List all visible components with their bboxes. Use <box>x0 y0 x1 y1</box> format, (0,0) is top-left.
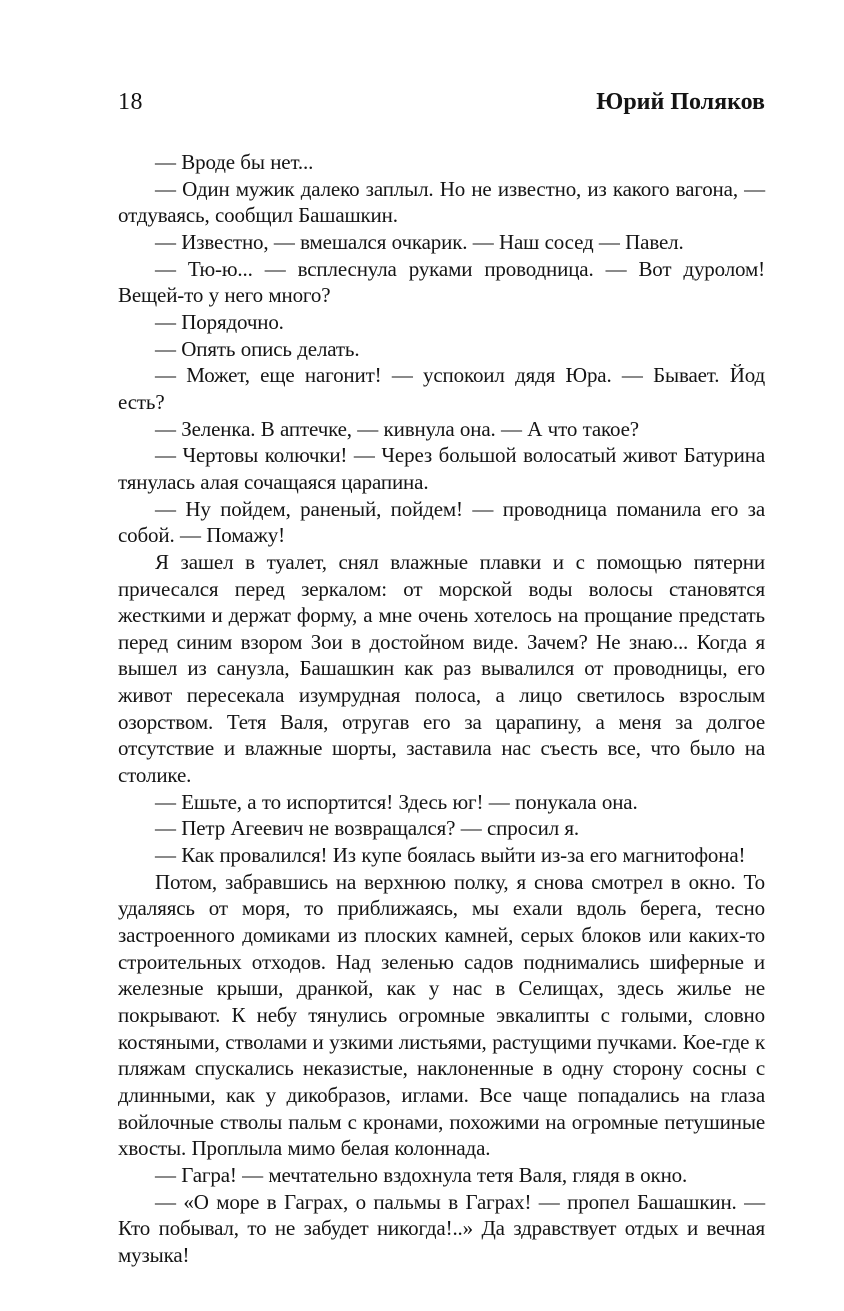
paragraph: — «О море в Гаграх, о пальмы в Гаграх! — пропел Башашкин. — Кто побывал, то не забудет никогда!..» Да здравствует отдых и вечная музыка! <box>118 1189 765 1267</box>
paragraph: Потом, забравшись на верхнюю полку, я снова смотрел в окно. То удаляясь от моря, то приближаясь, мы ехали вдоль берега, тесно застроенного домиками из плоских камней, серых блоков или каких-то строительных отходов. Над зеленью садов поднимались шиферные и железные крыши, дранкой, как у нас в Селищах, здесь жилье не покрывают. К небу тянулись огромные эвкалипты с голыми, словно костяными, стволами и узкими листьями, растущими пучками. Кое-где к пляжам спускались неказистые, наклоненные в одну сторону сосны с длинными, как у дикобразов, иглами. Все чаще попадались на глаза войлочные стволы пальм с кронами, похожими на огромные петушиные хвосты. Проплыла мимо белая колоннада. <box>118 869 765 1161</box>
running-header <box>118 88 765 116</box>
paragraph: — Тю-ю... — всплеснула руками проводница. — Вот дуролом! Вещей-то у него много? <box>118 256 765 308</box>
paragraph: — Порядочно. <box>155 309 284 334</box>
paragraph: Я зашел в туалет, снял влажные плавки и с помощью пятерни причесался перед зеркалом: от морской воды волосы становятся жесткими и держат форму, а мне очень хотелось на прощание предстать перед синим взором Зои в достойном виде. Зачем? Не знаю... Когда я вышел из санузла, Башашкин как раз вывалился от проводницы, его живот пересекала изумрудная полоса, а лицо светилось взрослым озорством. Тетя Валя, отругав его за царапину, а меня за долгое отсутствие и влажные шорты, заставила нас съесть все, что было на столике. <box>118 549 765 788</box>
running-title-author: Юрий Поляков <box>596 89 765 115</box>
paragraph: — Гагра! — мечтательно вздохнула тетя Валя, глядя в окно. <box>155 1162 688 1187</box>
paragraph: — Известно, — вмешался очкарик. — Наш сосед — Павел. <box>155 229 684 254</box>
paragraph: — Петр Агеевич не возвращался? — спросил я. <box>155 816 580 841</box>
paragraph: — Опять опись делать. <box>155 336 360 361</box>
paragraph: — Может, еще нагонит! — успокоил дядя Юра. — Бывает. Йод есть? <box>118 363 765 414</box>
paragraph: — Один мужик далеко заплыл. Но не известно, из какого вагона, — отдуваясь, сообщил Башашкин. <box>118 176 765 228</box>
paragraph: — Как провалился! Из купе боялась выйти из-за его магнитофона! <box>155 843 746 868</box>
paragraph: — Чертовы колючки! — Через большой волосатый живот Батурина тянулась алая сочащаяся царапина. <box>118 443 765 494</box>
paragraph: — Зеленка. В аптечке, — кивнула она. — А что такое? <box>155 416 639 441</box>
page-number: 18 <box>118 89 143 115</box>
paragraph: — Вроде бы нет... <box>155 150 314 174</box>
paragraph: — Ну пойдем, раненый, пойдем! — проводница поманила его за собой. — Помажу! <box>118 496 765 548</box>
page-body-text <box>118 149 765 1269</box>
paragraph: — Ешьте, а то испортится! Здесь юг! — понукала она. <box>155 789 638 814</box>
